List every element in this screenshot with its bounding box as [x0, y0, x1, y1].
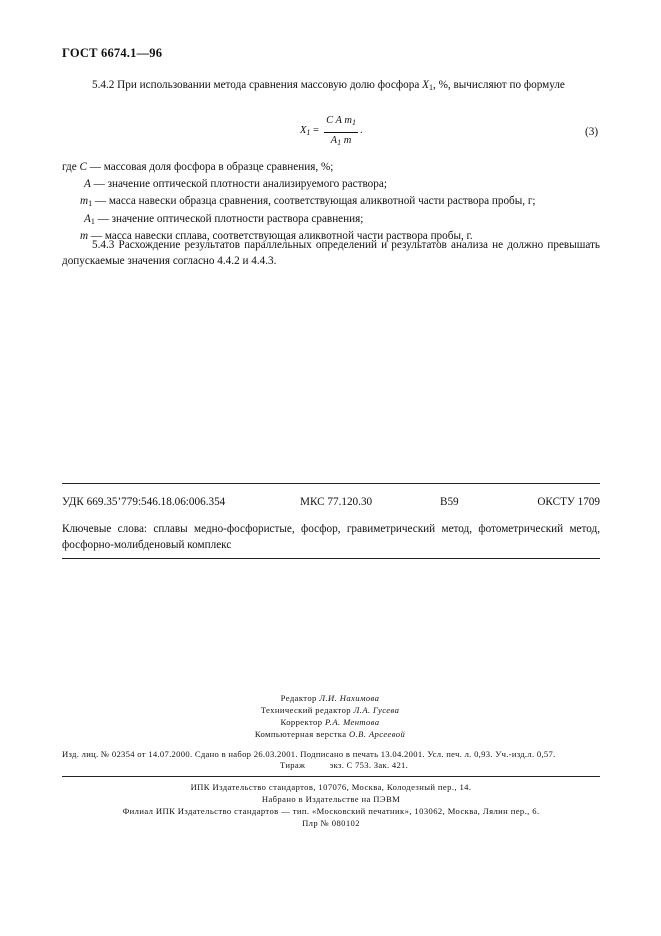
document-code: ГОСТ 6674.1—96 [62, 46, 163, 60]
mks-code: МКС 77.120.30 [300, 496, 373, 508]
imprint [62, 781, 600, 829]
section-5-4-3: 5.4.3 Расхождение результатов параллельных определений и результатов анализа не должно превышать допускаемые значения согласно 4.4.2 и 4.4.3. [62, 239, 600, 267]
credit-tech-editor: Технический редактор Л.А. Гусева [260, 705, 400, 715]
formula-terminator: . [360, 125, 363, 136]
udk-code: УДК 669.35’779:546.18.06:006.354 [62, 496, 226, 508]
publication-info: Изд. лиц. № 02354 от 14.07.2000. Сдано в набор 26.03.2001. Подписано в печать 13.04.2001. Усл. печ. л. 0,93. Уч.-изд.л. 0,57. [62, 749, 556, 759]
credit-editor: Редактор Л.И. Нахимова [280, 693, 380, 703]
imprint-line: Плр № 080102 [302, 818, 360, 828]
variable-x-subscript: 1 [428, 83, 433, 92]
formula-lhs: $X_1$ = [300, 125, 319, 137]
fraction-bar [324, 132, 358, 133]
definition-item: $A_1$ — значение оптической плотности раствора сравнения; [84, 212, 364, 226]
keywords: Ключевые слова: сплавы медно-фосфористые, фосфор, гравиметрический метод, фотометрический метод, фосфорно-молибденовый комплекс [62, 523, 600, 551]
divider [62, 558, 600, 559]
section-5-4-2-text: 5.4.2 При использовании метода сравнения массовую долю фосфора [92, 79, 420, 91]
section-5-4-2-tail: , %, вычисляют по [432, 79, 522, 91]
formula-numerator: C A $m_1$ [326, 115, 356, 127]
definition-item: $m_1$ — масса навески образца сравнения, соответствующая аликвотной части раствора пробы, г; [80, 195, 536, 209]
credits [130, 692, 530, 740]
imprint-line: Филиал ИПК Издательство стандартов — тип. «Московский печатник», 103062, Москва, Лялин пер., 6. [122, 806, 540, 816]
publication-print-run: Тираж экз. С 753. Зак. 421. [280, 760, 409, 770]
formula-3 [300, 115, 380, 151]
credit-layout: Компьютерная верстка О.В. Арсеевой [254, 729, 406, 739]
okstu-code: ОКСТУ 1709 [537, 496, 600, 508]
definition-item: A — значение оптической плотности анализируемого раствора; [84, 178, 387, 191]
equation-number: (3) [585, 126, 599, 138]
credit-corrector: Корректор Р.А. Ментова [280, 717, 380, 727]
imprint-line: Набрано в Издательстве на ПЭВМ [261, 794, 401, 804]
definition-intro: где [62, 161, 77, 173]
definition-item: m — масса навески сплава, соответствующая аликвотной части раствора пробы, г. [80, 229, 473, 242]
divider [62, 483, 600, 484]
definition-list [62, 160, 600, 246]
imprint-line: ИПК Издательство стандартов, 107076, Москва, Колодезный пер., 14. [190, 782, 472, 792]
variable-x: X [422, 79, 429, 91]
definition-item: где C — массовая доля фосфора в образце сравнения, %; [62, 161, 334, 173]
section-5-4-2-line2: формуле [523, 79, 565, 91]
divider [62, 776, 600, 777]
formula-denominator: $A_1$ m [330, 135, 352, 147]
group-code: В59 [440, 496, 459, 508]
section-5-4-2 [62, 78, 600, 96]
